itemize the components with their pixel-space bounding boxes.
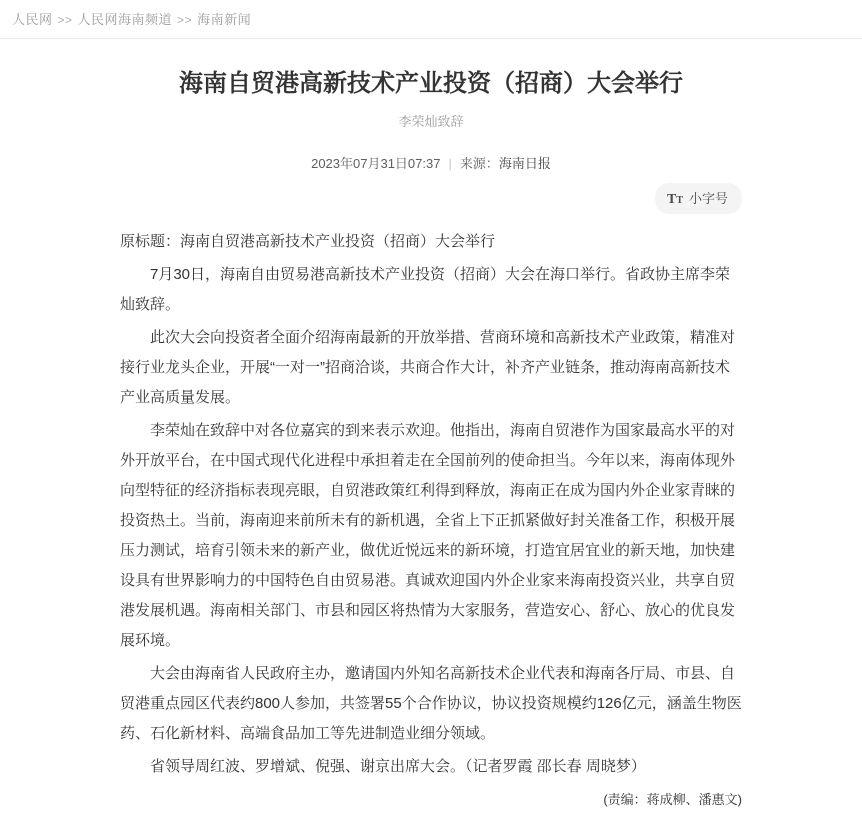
page-title: 海南自贸港高新技术产业投资（招商）大会举行 xyxy=(179,70,683,97)
article-paragraph-3: 李荣灿在致辞中对各位嘉宾的到来表示欢迎。他指出，海南自贸港作为国家最高水平的对外开放平台，在中国式现代化进程中承担着走在全国前列的使命担当。今年以来，海南体现外向型特征的经济指标表现亮眼，自贸港政策红利得到释放，海南正在成为国内外企业家青睐的投资热土。当前，海南迎来前所未有的新机遇，全省上下正抓紧做好封关准备工作，积极开展压力测试，培育引领未来的新产业，做优近悦远来的新环境，打造宜居宜业的新天地，加快建设具有世界影响力的中国特色自由贸易港。真诚欢迎国内外企业家来海南投资兴业，共享自贸港发展机遇。海南相关部门、市县和园区将热情为大家服务，营造安心、舒心、放心的优良发展环境。 xyxy=(120,422,736,649)
original-title xyxy=(120,227,742,257)
article-content xyxy=(120,68,742,815)
breadcrumb-separator: >> xyxy=(177,13,193,27)
breadcrumb-link-hainan-channel[interactable]: 人民网海南频道 xyxy=(77,12,173,27)
publish-date: 2023年07月31日07:37 xyxy=(311,156,441,171)
breadcrumb-link-peoples-net[interactable]: 人民网 xyxy=(12,12,53,27)
article-meta xyxy=(120,153,742,172)
article-paragraph-2: 此次大会向投资者全面介绍海南最新的开放举措、营商环境和高新技术产业政策，精准对接行业龙头企业，开展“一对一”招商洽谈，共商合作大计，补齐产业链条，推动海南高新技术产业高质量发展。 xyxy=(120,329,736,406)
article-toolbar xyxy=(120,183,742,211)
meta-separator: | xyxy=(448,156,452,171)
font-size-label: 小字号 xyxy=(688,191,728,206)
header-divider xyxy=(0,38,862,39)
article-paragraph-4: 大会由海南省人民政府主办，邀请国内外知名高新技术企业代表和海南各厅局、市县、自贸港重点园区代表约800人参加，共签署55个合作协议，协议投资规模约126亿元，涵盖生物医药、石化新材料、高端食品加工等先进制造业细分领域。 xyxy=(120,665,742,742)
breadcrumb-separator: >> xyxy=(57,13,73,27)
breadcrumb xyxy=(0,0,862,38)
article-paragraph-5: 省领导周红波、罗增斌、倪强、谢京出席大会。（记者罗霞 邵长春 周晓梦） xyxy=(150,758,646,775)
breadcrumb-link-hainan-news[interactable]: 海南新闻 xyxy=(197,12,252,27)
source-link[interactable]: 海南日报 xyxy=(498,156,551,171)
font-size-icon-small: T xyxy=(676,195,683,206)
font-size-icon: T xyxy=(666,192,677,207)
article-subtitle: 李荣灿致辞 xyxy=(398,114,464,129)
original-title-label: 原标题： xyxy=(120,233,181,250)
editors-note: (责编：蒋成柳、潘惠文) xyxy=(603,792,742,807)
font-size-button[interactable] xyxy=(655,183,742,214)
original-title-text: 海南自贸港高新技术产业投资（招商）大会举行 xyxy=(180,233,496,250)
article-paragraph-1: 7月30日，海南自由贸易港高新技术产业投资（招商）大会在海口举行。省政协主席李荣灿致辞。 xyxy=(120,266,731,313)
source-label: 来源： xyxy=(459,156,499,171)
article-body xyxy=(120,227,742,815)
